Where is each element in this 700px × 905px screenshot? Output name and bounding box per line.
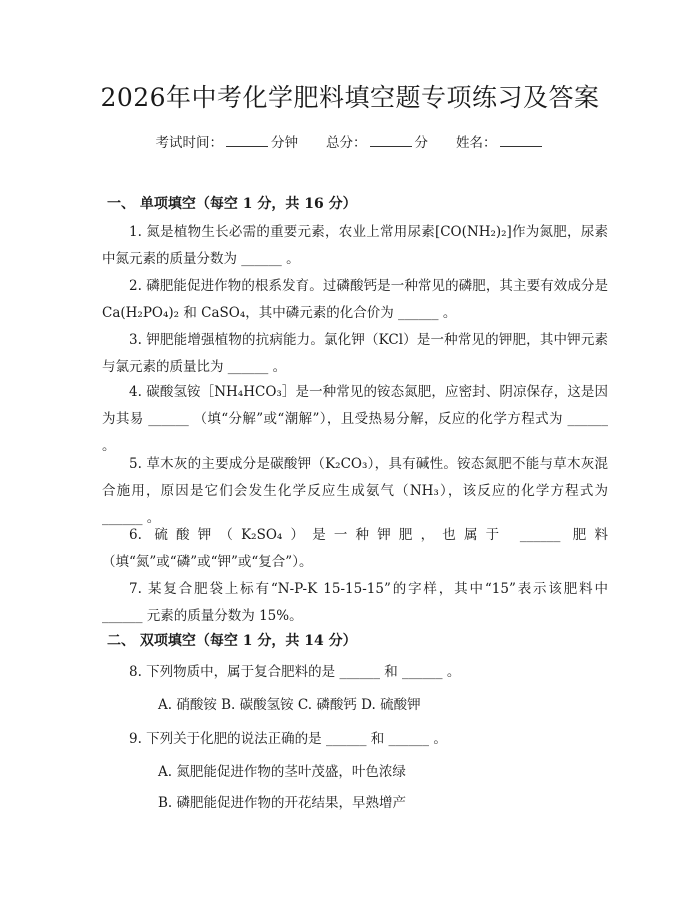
question-2: 2. 磷肥能促进作物的根系发育。过磷酸钙是一种常见的磷肥，其主要有效成分是 Ca(H₂PO₄)₂ 和 CaSO₄，其中磷元素的化合价为 ______ 。 (102, 278, 608, 321)
question-1: 1. 氮是植物生长必需的重要元素，农业上常用尿素[CO(NH₂)₂]作为氮肥，尿素中氮元素的质量分数为 ______ 。 (102, 224, 608, 267)
question-7: 7. 某复合肥袋上标有“N-P-K 15-15-15”的字样，其中“15”表示该肥料中 ______ 元素的质量分数为 15%。 (102, 581, 608, 624)
score-blank[interactable] (370, 134, 412, 147)
exam-time-label: 考试时间： (155, 135, 223, 151)
page-title: 2026年中考化学肥料填空题专项练习及答案 (100, 83, 600, 112)
exam-info-line (0, 131, 700, 151)
name-blank[interactable] (500, 134, 542, 147)
question-9-option-a: A. 氮肥能促进作物的茎叶茂盛，叶色浓绿 (158, 764, 406, 780)
question-9-option-b: B. 磷肥能促进作物的开花结果，早熟增产 (158, 795, 407, 811)
exam-time-unit: 分钟 (271, 135, 298, 151)
section-heading-double: 二、 双项填空（每空 1 分，共 14 分） (107, 633, 357, 649)
question-5: 5. 草木灰的主要成分是碳酸钾（K₂CO₃），具有碱性。铵态氮肥不能与草木灰混合施用，原因是它们会发生化学反应生成氨气（NH₃），该反应的化学方程式为 ______ 。 (102, 456, 608, 526)
exam-time-blank[interactable] (226, 134, 268, 147)
question-3: 3. 钾肥能增强植物的抗病能力。氯化钾（KCl）是一种常见的钾肥，其中钾元素与氯元素的质量比为 ______ 。 (102, 332, 608, 375)
section-heading-single: 一、 单项填空（每空 1 分，共 16 分） (107, 196, 357, 212)
question-8-options: A. 硝酸铵 B. 碳酸氢铵 C. 磷酸钙 D. 硫酸钾 (158, 697, 421, 713)
question-8: 8. 下列物质中，属于复合肥料的是 ______ 和 ______ 。 (129, 664, 461, 680)
question-9: 9. 下列关于化肥的说法正确的是 ______ 和 ______ 。 (129, 731, 447, 747)
name-label: 姓名： (456, 135, 497, 151)
score-unit: 分 (414, 135, 428, 151)
score-label: 总分： (326, 135, 367, 151)
question-4: 4. 碳酸氢铵［NH₄HCO₃］是一种常见的铵态氮肥，应密封、阴凉保存，这是因为其易 ______ （填“分解”或“潮解”），且受热易分解，反应的化学方程式为 ______ 。 (102, 384, 608, 454)
question-6: 6. 硫酸钾（K₂SO₄）是一种钾肥，也属于 ______ 肥料（填“氮”或“磷”或“钾”或“复合”）。 (102, 527, 608, 570)
